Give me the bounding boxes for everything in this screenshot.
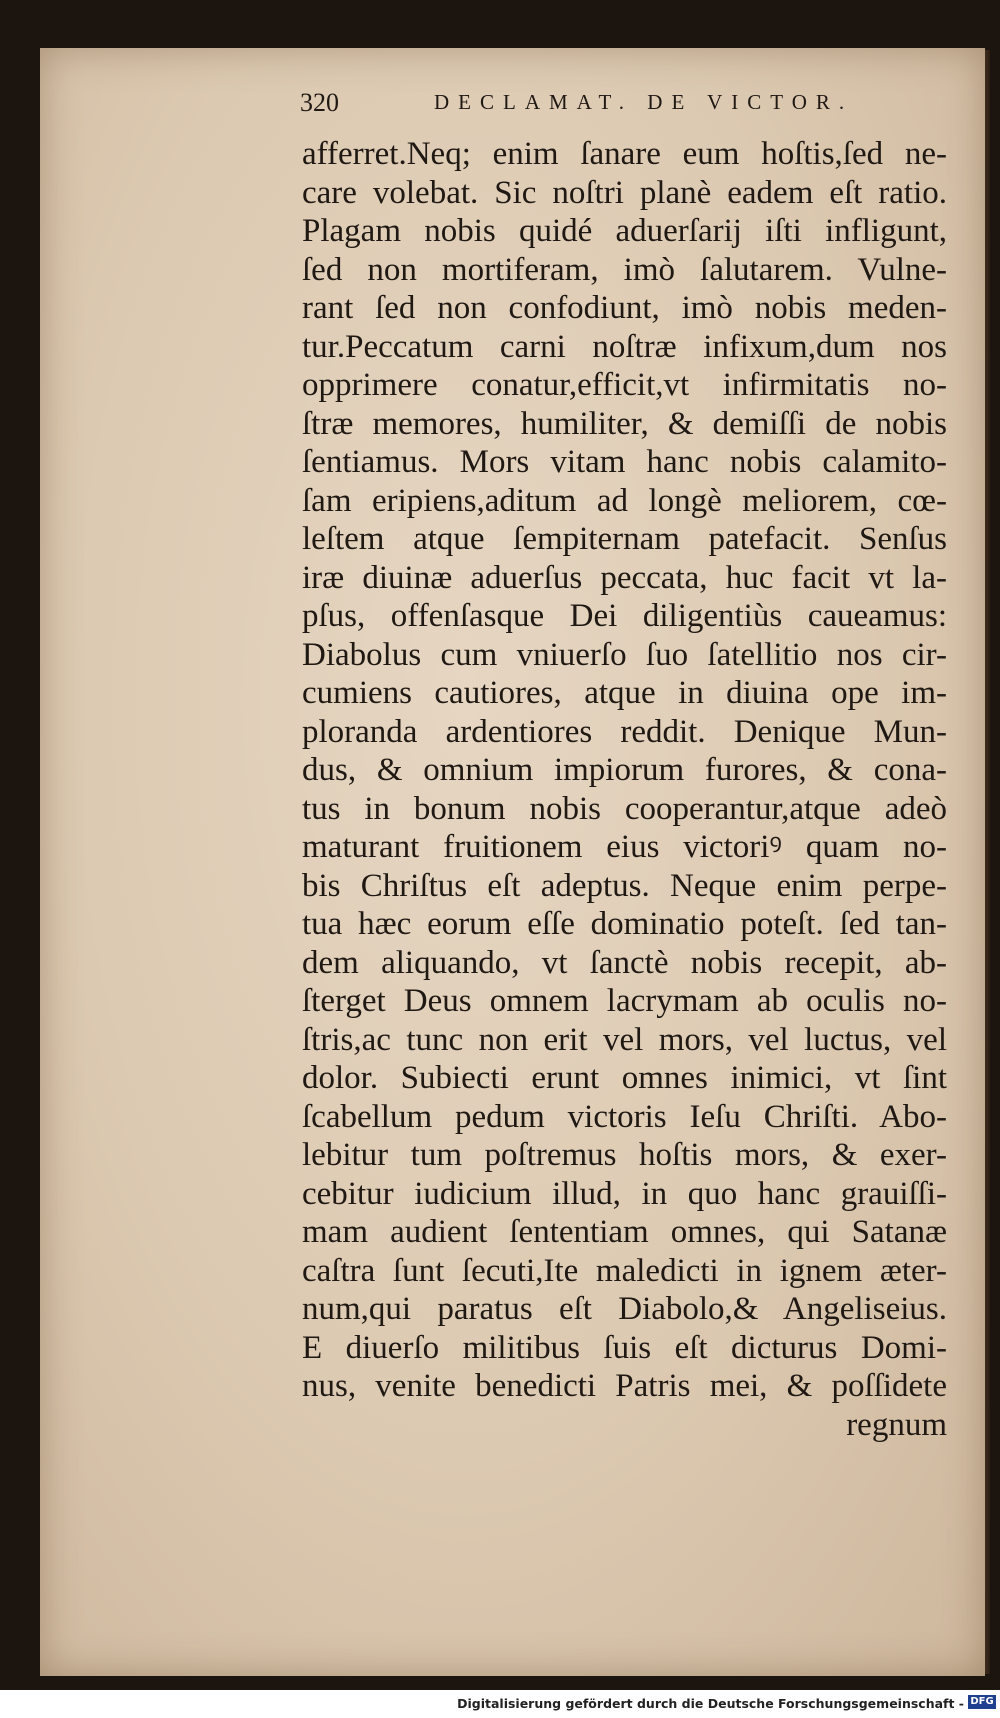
text-line: care volebat. Sic noſtri planè eadem eſt ratio.	[302, 174, 947, 211]
text-line: tus in bonum nobis cooperantur,atque adeò	[302, 790, 947, 827]
text-line: ſcabellum pedum victoris Ieſu Chriſti. Abo-	[302, 1098, 947, 1135]
text-line: ſam eripiens,aditum ad longè meliorem, cœ-	[302, 482, 947, 519]
text-line: lebitur tum poſtremus hoſtis mors, & exer-	[302, 1137, 947, 1173]
text-line: dolor. Subiecti erunt omnes inimici, vt ſint	[302, 1060, 947, 1096]
text-line: ſed non mortiferam, imò ſalutarem. Vulne-	[302, 251, 947, 288]
text-line: bis Chriſtus eſt adeptus. Neque enim perpe-	[302, 867, 947, 904]
text-line: maturant fruitionem eius victoriꝰ quam no-	[302, 829, 947, 865]
footer-strip	[0, 1690, 1000, 1718]
text-line: ſentiamus. Mors vitam hanc nobis calamito-	[302, 444, 947, 480]
text-line: leſtem atque ſempiternam patefacit. Senſus	[302, 521, 947, 557]
text-line: caſtra ſunt ſecuti,Ite maledicti in ignem æter-	[302, 1252, 947, 1289]
text-line: mam audient ſententiam omnes, qui Satanæ	[302, 1214, 947, 1250]
text-line: ſtræ memores, humiliter, & demiſſi de nobis	[302, 405, 947, 442]
text-line: tua hæc eorum eſſe dominatio poteſt. ſed tan-	[302, 906, 947, 942]
dfg-logo: DFG	[968, 1695, 996, 1709]
text-line: Plagam nobis quidé aduerſarij iſti infligunt,	[302, 213, 947, 249]
text-line: num,qui paratus eſt Diabolo,& Angeliseius.	[302, 1291, 947, 1327]
text-line: afferret.Neq; enim ſanare eum hoſtis,ſed ne-	[302, 136, 947, 172]
text-line: E diuerſo militibus ſuis eſt dicturus Domi-	[302, 1329, 947, 1366]
digitization-credit: Digitalisierung gefördert durch die Deutsche Forschungsgemeinschaft -	[457, 1696, 964, 1711]
text-block	[302, 135, 947, 1444]
text-line: rant ſed non confodiunt, imò nobis meden-	[302, 290, 947, 326]
text-line: dus, & omnium impiorum furores, & cona-	[302, 752, 947, 788]
running-head	[300, 88, 900, 128]
text-line: pſus, offenſasque Dei diligentiùs caueamus:	[302, 598, 947, 634]
text-line: tur.Peccatum carni noſtræ infixum,dum nos	[302, 328, 947, 365]
text-line: ſterget Deus omnem lacrymam ab oculis no-	[302, 983, 947, 1019]
text-line: ploranda ardentiores reddit. Denique Mun-	[302, 713, 947, 750]
text-line: dem aliquando, vt ſanctè nobis recepit, ab-	[302, 944, 947, 981]
text-line: iræ diuinæ aduerſus peccata, huc facit vt la-	[302, 559, 947, 596]
text-line: Diabolus cum vniuerſo ſuo ſatellitio nos cir-	[302, 636, 947, 673]
running-title: DECLAMAT. DE VICTOR.	[434, 90, 854, 114]
catchword: regnum	[846, 1406, 947, 1443]
text-line: ſtris,ac tunc non erit vel mors, vel luctus, vel	[302, 1021, 947, 1058]
text-line: opprimere conatur,efficit,vt infirmitatis no-	[302, 367, 947, 403]
text-line: cumiens cautiores, atque in diuina ope im-	[302, 675, 947, 711]
text-line: nus, venite benedicti Patris mei, & poſſidete	[302, 1368, 947, 1404]
page-number: 320	[300, 88, 339, 117]
text-line: cebitur iudicium illud, in quo hanc grauiſſi-	[302, 1175, 947, 1212]
